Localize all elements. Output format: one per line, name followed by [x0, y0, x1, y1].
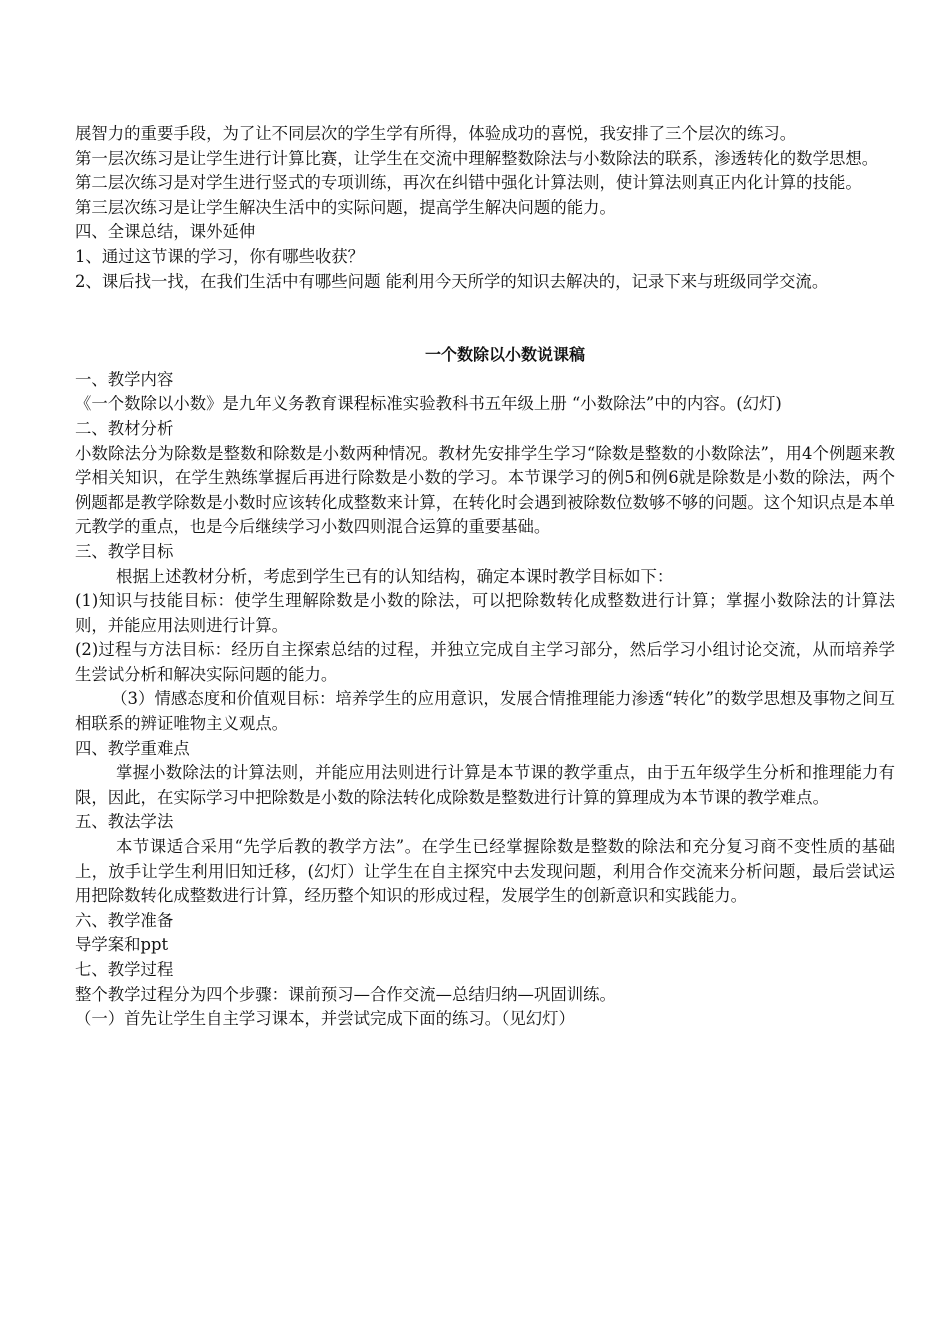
paragraph: 第三层次练习是让学生解决生活中的实际问题，提高学生解决问题的能力。 — [75, 197, 616, 217]
list-item: （3）情感态度和价值观目标：培养学生的应用意识，发展合情推理能力渗透“转化”的数学思想及事物之间互相联系的辨证唯物主义观点。 — [75, 689, 895, 734]
paragraph: 导学案和ppt — [75, 935, 169, 955]
section-heading: 七、教学过程 — [75, 960, 174, 979]
paragraph: 第二层次练习是对学生进行竖式的专项训练，再次在纠错中强化计算法则，使计算法则真正内化计算的技能。 — [75, 173, 862, 193]
paragraph: 根据上述教材分析，考虑到学生已有的认知结构，确定本课时教学目标如下： — [116, 566, 674, 586]
section-heading: 六、教学准备 — [75, 910, 174, 930]
list-item: (1)知识与技能目标：使学生理解除数是小数的除法，可以把除数转化成整数进行计算；掌握小数除法的计算法则，并能应用法则进行计算。 — [75, 591, 895, 635]
section-heading: 四、教学重难点 — [75, 738, 190, 758]
list-item: 1、通过这节课的学习，你有哪些收获？ — [75, 246, 365, 266]
section-heading: 一、教学内容 — [75, 369, 174, 389]
paragraph: 展智力的重要手段，为了让不同层次的学生学有所得，体验成功的喜悦，我安排了三个层次的练习。 — [75, 124, 797, 143]
section-heading: 二、教材分析 — [75, 418, 174, 438]
spacer — [75, 294, 895, 343]
document-title: 一个数除以小数说课稿 — [424, 345, 585, 365]
document-page — [75, 122, 895, 1032]
section-heading: 五、教法学法 — [75, 812, 174, 832]
section-heading: 三、教学目标 — [75, 541, 174, 561]
list-item: （一）首先让学生自主学习课本，并尝试完成下面的练习。（见幻灯） — [75, 1009, 575, 1029]
paragraph: 《一个数除以小数》是九年义务教育课程标准实验教科书五年级上册 “小数除法”中的内容。(幻灯) — [75, 394, 782, 414]
paragraph: 掌握小数除法的计算法则，并能应用法则进行计算是本节课的教学重点，由于五年级学生分析和推理能力有限，因此，在实际学习中把除数是小数的除法转化成除数是整数进行计算的算理成为本节课的教学难点。 — [75, 763, 895, 807]
list-item: (2)过程与方法目标：经历自主探索总结的过程，并独立完成自主学习部分，然后学习小组讨论交流，从而培养学生尝试分析和解决实际问题的能力。 — [75, 640, 895, 684]
paragraph: 小数除法分为除数是整数和除数是小数两种情况。教材先安排学生学习“除数是整数的小数除法”，用4个例题来教学相关知识，在学生熟练掌握后再进行除数是小数的学习。本节课学习的例5和例6就是除数是小数的除法，两个例题都是教学除数是小数时应该转化成整数来计算，在转化时会遇到被除数位数够不够的问题。这个知识点是本单元教学的重点，也是今后继续学习小数四则混合运算的重要基础。 — [75, 443, 895, 537]
paragraph: 整个教学过程分为四个步骤：课前预习—合作交流—总结归纳—巩固训练。 — [75, 984, 616, 1004]
list-item: 2、课后找一找，在我们生活中有哪些问题 能利用今天所学的知识去解决的，记录下来与班级同学交流。 — [75, 271, 829, 291]
paragraph: 第一层次练习是让学生进行计算比赛，让学生在交流中理解整数除法与小数除法的联系，渗透转化的数学思想。 — [75, 148, 879, 168]
section-heading: 四、全课总结，课外延伸 — [75, 222, 256, 242]
paragraph: 本节课适合采用“先学后教的教学方法”。在学生已经掌握除数是整数的除法和充分复习商不变性质的基础上，放手让学生利用旧知迁移，(幻灯）让学生在自主探究中去发现问题，利用合作交流来分析问题，最后尝试运用把除数转化成整数进行计算，经历整个知识的形成过程，发展学生的创新意识和实践能力。 — [75, 837, 895, 906]
